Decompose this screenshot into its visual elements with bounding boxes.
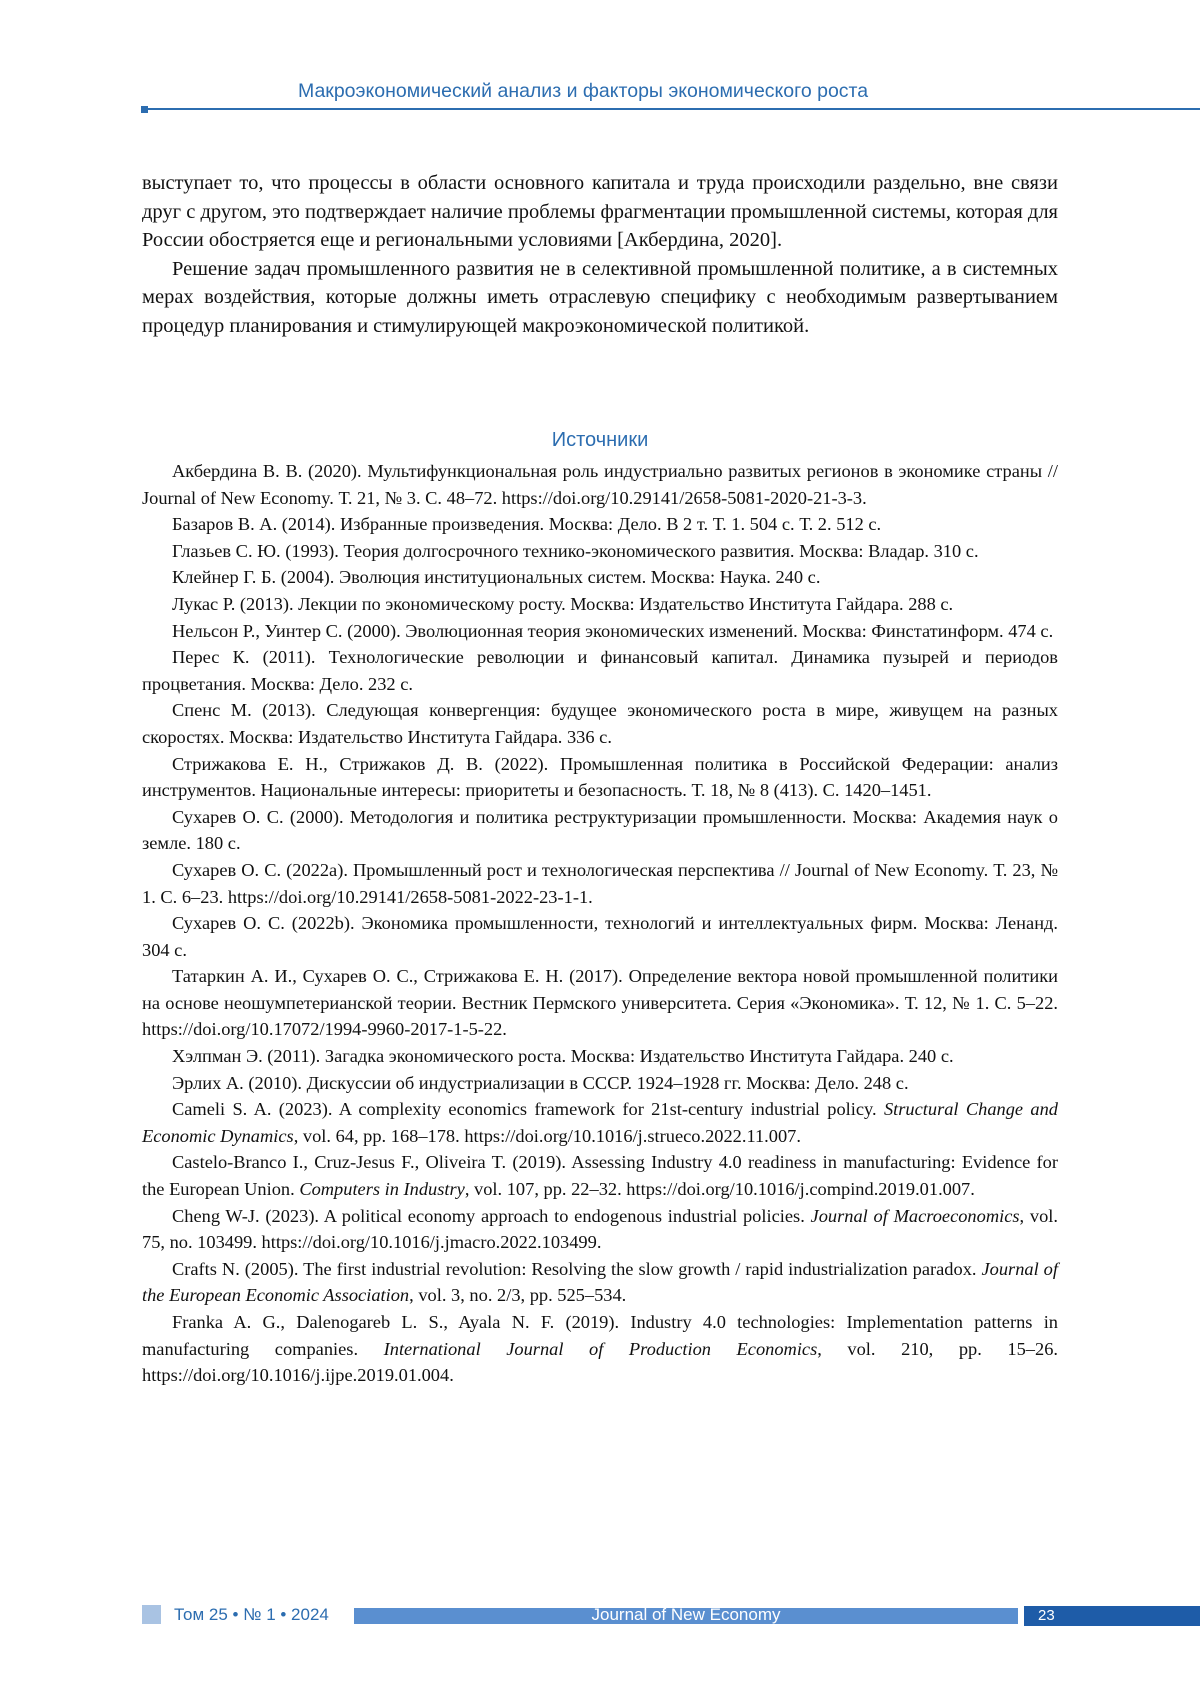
reference-item: [142, 1309, 1058, 1389]
footer-square: [142, 1605, 161, 1624]
reference-item: [142, 697, 1058, 750]
reference-text: Глазьев С. Ю. (1993). Теория долгосрочного технико-экономического развития. Москва: Владар. 310 с.: [172, 541, 979, 561]
reference-item: [142, 910, 1058, 963]
reference-text: Базаров В. А. (2014). Избранные произведения. Москва: Дело. В 2 т. Т. 1. 504 с. Т. 2. 512 с.: [172, 514, 881, 534]
reference-item: [142, 1043, 1058, 1070]
reference-item: [142, 1203, 1058, 1256]
reference-source-title: Computers in Industry: [299, 1179, 465, 1199]
reference-source-title: Structural Change and Economic Dynamics: [142, 1099, 1058, 1146]
page-number: 23: [1038, 1604, 1055, 1628]
reference-item: [142, 857, 1058, 910]
reference-text: Сухарев О. С. (2022b). Экономика промышленности, технологий и интеллектуальных фирм. Москва: Ленанд. 304 с.: [142, 913, 1058, 960]
reference-text: Cameli S. A. (2023). A complexity economics framework for 21st-century industrial policy.: [172, 1099, 884, 1119]
reference-item: [142, 751, 1058, 804]
reference-item: [142, 618, 1058, 645]
reference-text-tail: , vol. 107, pp. 22–32. https://doi.org/10.1016/j.compind.2019.01.007.: [465, 1179, 975, 1199]
reference-text-tail: , vol. 210, pp. 15–26. https://doi.org/10.1016/j.ijpe.2019.01.004.: [142, 1339, 1058, 1386]
reference-list: [142, 458, 1058, 1389]
reference-item: [142, 644, 1058, 697]
reference-text: Татаркин А. И., Сухарев О. С., Стрижакова Е. Н. (2017). Определение вектора новой промышленной политики на основе неошумпетерианской теории. Вестник Пермского университета. Серия «Экономика». Т. 12, № 1. С. 5–22. https://doi.org/10.17072/1994-9960-2017-1-5-22.: [142, 966, 1058, 1039]
reference-text: Cheng W-J. (2023). A political economy approach to endogenous industrial policies.: [172, 1206, 811, 1226]
reference-text: Хэлпман Э. (2011). Загадка экономического роста. Москва: Издательство Института Гайдара. 240 с.: [172, 1046, 954, 1066]
body-paragraph: выступает то, что процессы в области основного капитала и труда происходили раздельно, вне связи друг с другом, это подтверждает наличие проблемы фрагментации промышленной системы, которая для России обостряется еще и региональными условиями [Акбердина, 2020].: [142, 169, 1058, 255]
reference-text: Franka A. G., Dalenogareb L. S., Ayala N. F. (2019). Industry 4.0 technologies: Implementation patterns in manufacturing companies.: [142, 1312, 1058, 1359]
body-paragraph: Решение задач промышленного развития не в селективной промышленной политике, а в системных мерах воздействия, которые должны иметь отраслевую специфику с необходимым развертыванием процедур планирования и стимулирующей макроэкономической политикой.: [142, 255, 1058, 341]
header-rule-marker: [141, 106, 148, 113]
reference-text: Сухарев О. С. (2000). Методология и политика реструктуризации промышленности. Москва: Академия наук о земле. 180 с.: [142, 807, 1058, 854]
reference-source-title: Journal of the European Economic Association: [142, 1259, 1058, 1306]
reference-text: Перес К. (2011). Технологические революции и финансовый капитал. Динамика пузырей и периодов процветания. Москва: Дело. 232 с.: [142, 647, 1058, 694]
reference-item: [142, 1070, 1058, 1097]
reference-text: Нельсон Р., Уинтер С. (2000). Эволюционная теория экономических изменений. Москва: Финстатинформ. 474 с.: [172, 621, 1053, 641]
reference-text: Castelo-Branco I., Cruz-Jesus F., Oliveira T. (2019). Assessing Industry 4.0 readiness in manufacturing: Evidence for the European Union.: [142, 1152, 1058, 1199]
reference-item: [142, 591, 1058, 618]
reference-text: Эрлих А. (2010). Дискуссии об индустриализации в СССР. 1924–1928 гг. Москва: Дело. 248 с.: [172, 1073, 909, 1093]
reference-item: [142, 538, 1058, 565]
reference-text-tail: , vol. 3, no. 2/3, pp. 525–534.: [409, 1285, 626, 1305]
reference-text: Акбердина В. В. (2020). Мультифункциональная роль индустриально развитых регионов в экономике страны // Journal of New Economy. Т. 21, № 3. С. 48–72. https://doi.org/10.29141/2658-5081-2020-21-3-3.: [142, 461, 1058, 508]
reference-source-title: International Journal of Production Economics: [384, 1339, 818, 1359]
reference-text: Сухарев О. С. (2022a). Промышленный рост и технологическая перспектива // Journal of New Economy. Т. 23, № 1. С. 6–23. https://doi.org/10.29141/2658-5081-2022-23-1-1.: [142, 860, 1058, 907]
reference-item: [142, 804, 1058, 857]
header-rule: [146, 108, 1200, 110]
reference-item: [142, 1256, 1058, 1309]
running-head: Макроэкономический анализ и факторы экономического роста: [298, 80, 868, 103]
reference-text: Стрижакова Е. Н., Стрижаков Д. В. (2022). Промышленная политика в Российской Федерации: анализ инструментов. Национальные интересы: приоритеты и безопасность. Т. 18, № 8 (413). С. 1420–1451.: [142, 754, 1058, 801]
reference-source-title: Journal of Macroeconomics: [811, 1206, 1020, 1226]
reference-text: Crafts N. (2005). The first industrial revolution: Resolving the slow growth / rapid industrialization paradox.: [172, 1259, 981, 1279]
reference-text: Спенс М. (2013). Следующая конвергенция: будущее экономического роста в мире, живущем на разных скоростях. Москва: Издательство Института Гайдара. 336 с.: [142, 700, 1058, 747]
reference-text-tail: , vol. 64, pp. 168–178. https://doi.org/10.1016/j.strueco.2022.11.007.: [294, 1126, 801, 1146]
reference-item: [142, 1096, 1058, 1149]
reference-item: [142, 564, 1058, 591]
footer-issue: Том 25 • № 1 • 2024: [174, 1604, 329, 1626]
reference-text-tail: , vol. 75, no. 103499. https://doi.org/10.1016/j.jmacro.2022.103499.: [142, 1206, 1058, 1253]
reference-text: Лукас Р. (2013). Лекции по экономическому росту. Москва: Издательство Института Гайдара. 288 с.: [172, 594, 953, 614]
body-text: [142, 169, 1058, 340]
page-footer: [142, 1604, 1200, 1626]
reference-text: Клейнер Г. Б. (2004). Эволюция институциональных систем. Москва: Наука. 240 с.: [172, 567, 820, 587]
reference-item: [142, 458, 1058, 511]
reference-item: [142, 511, 1058, 538]
footer-journal-name: Journal of New Economy: [354, 1604, 1018, 1626]
reference-item: [142, 963, 1058, 1043]
reference-item: [142, 1149, 1058, 1202]
sources-heading: Источники: [142, 429, 1058, 452]
